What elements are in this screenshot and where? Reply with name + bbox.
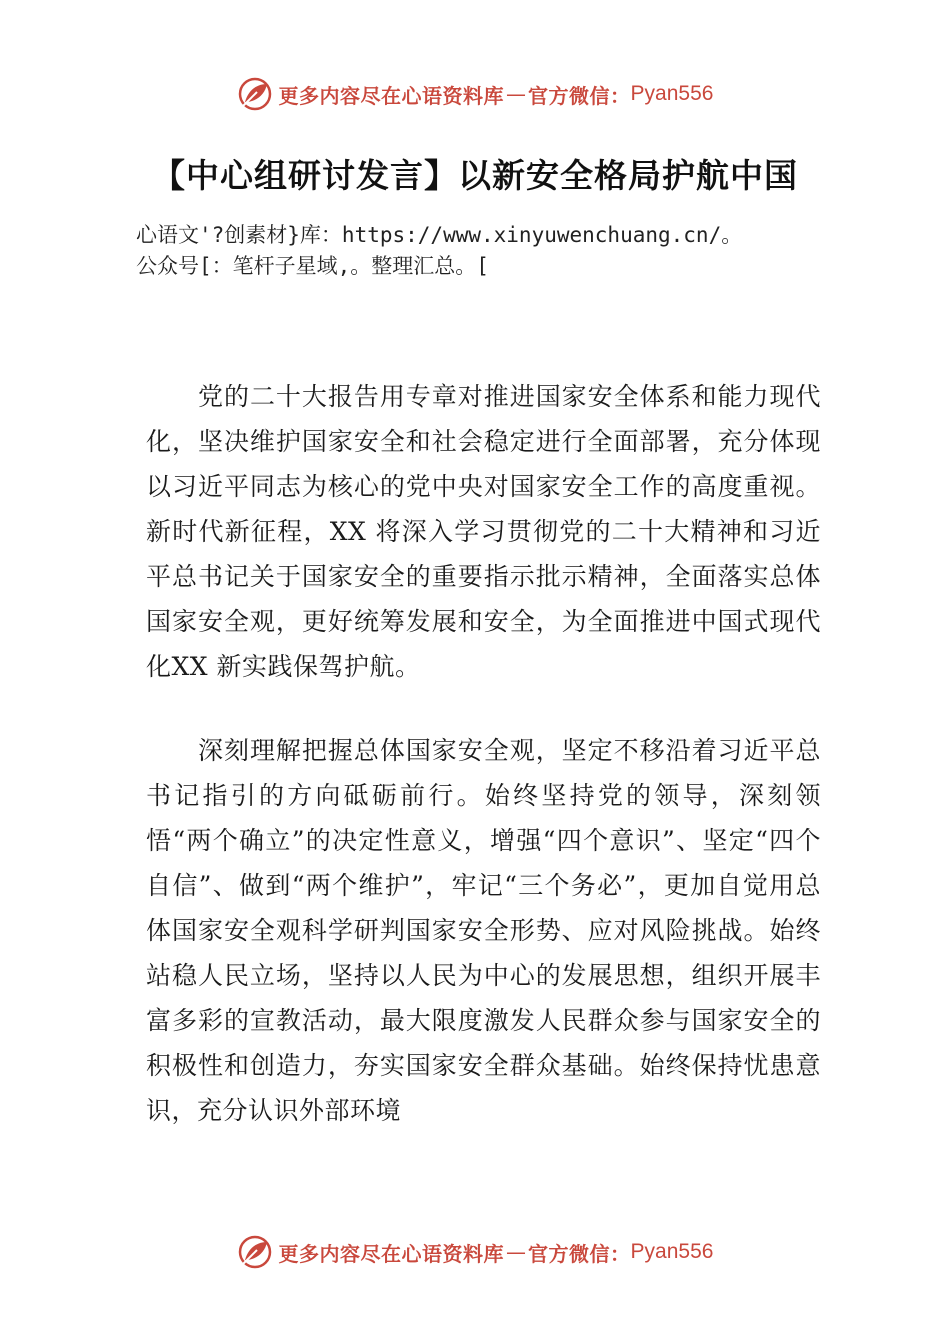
banner-separator: — — [506, 82, 527, 106]
body-paragraph-2: 深刻理解把握总体国家安全观，坚定不移沿着习近平总书记指引的方向砥砺前行。始终坚持党的领导，深刻领悟“两个确立”的决定性意义，增强“四个意识”、坚定“四个自信”、做到“两个维护”，牢记“三个务必”，更加自觉用总体国家安全观科学研判国家安全形势、应对风险挑战。始终站稳人民立场，坚持以人民为中心的发展思想，组织开展丰富多彩的宣教活动，最大限度激发人民群众参与国家安全的积极性和创造力，夯实国家安全群众基础。始终保持忧患意识，充分认识外部环境 — [146, 736, 821, 1125]
banner-wechat-label: 官方微信： — [528, 83, 631, 108]
banner-wechat-id: Pyan556 — [630, 82, 714, 105]
source-line-1: 心语文'?创素材}库：https://www.xinyuwenchuang.cn/。 — [136, 223, 743, 247]
footer-banner-separator: — — [506, 1240, 527, 1264]
banner-text: 更多内容尽在心语资料库 — [278, 83, 505, 108]
source-line-2: 公众号[：笔杆子星域,。整理汇总。[ — [136, 254, 489, 278]
leaf-logo-icon — [237, 1234, 273, 1270]
header-banner — [0, 72, 950, 116]
footer-banner-text: 更多内容尽在心语资料库 — [278, 1241, 505, 1266]
source-info — [136, 220, 856, 282]
footer-banner-wechat-label: 官方微信： — [528, 1241, 631, 1266]
body-paragraph-1: 党的二十大报告用专章对推进国家安全体系和能力现代化，坚决维护国家安全和社会稳定进行全面部署，充分体现以习近平同志为核心的党中央对国家安全工作的高度重视。新时代新征程，XX 将深入学习贯彻党的二十大精神和习近平总书记关于国家安全的重要指示批示精神，全面落实总体国家安全观，更好统筹发展和安全，为全面推进中国式现代化XX 新实践保驾护航。 — [146, 382, 821, 681]
leaf-logo-icon — [237, 76, 273, 112]
document-title: 【中心组研讨发言】以新安全格局护航中国 — [152, 156, 798, 195]
footer-banner-wechat-id: Pyan556 — [630, 1240, 714, 1263]
footer-banner — [0, 1230, 950, 1274]
